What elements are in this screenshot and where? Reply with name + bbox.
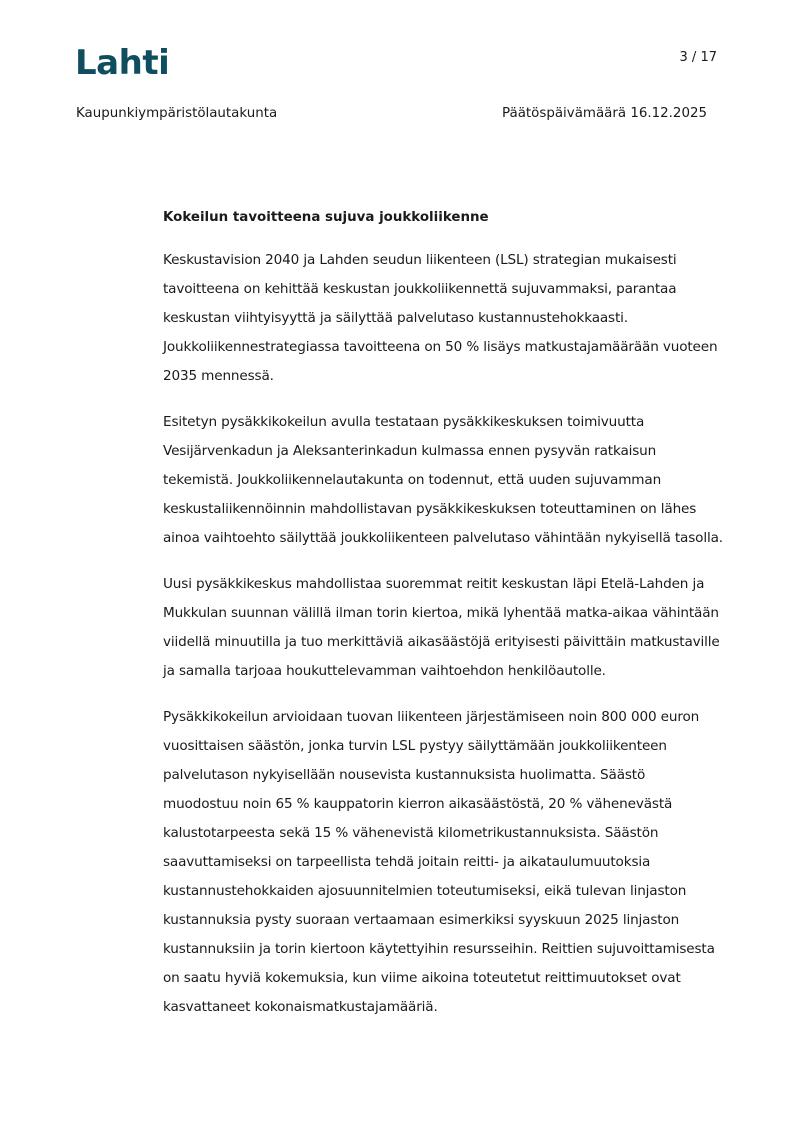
paragraph-3: Uusi pysäkkikeskus mahdollistaa suoremmat reitit keskustan läpi Etelä-Lahden ja Mukkulan suunnan välillä ilman torin kiertoa, mikä lyhentää matka-aikaa vähintään viidellä minuutilla ja tuo merkittäviä aikasäästöjä erityisesti päivittäin matkustaville ja samalla tarjoaa houkuttelevamman vaihtoehdon henkilöautolle. [163, 576, 720, 679]
decision-date: Päätöspäivämäärä 16.12.2025 [502, 106, 707, 121]
page-number: 3 / 17 [679, 50, 717, 65]
lahti-logo [75, 43, 170, 83]
section-title: Kokeilun tavoitteena sujuva joukkoliikenne [163, 210, 489, 225]
document-body [163, 208, 723, 1039]
paragraph-2: Esitetyn pysäkkikokeilun avulla testataan pysäkkikeskuksen toimivuutta Vesijärvenkadun ja Aleksanterinkadun kulmassa ennen pysyvän ratkaisun tekemistä. Joukkoliikennelautakunta on todennut, että uuden sujuvamman keskustaliikennöinnin mahdollistavan pysäkkikeskuksen toteuttaminen on lähes ainoa vaihtoehto säilyttää joukkoliikenteen palvelutaso vähintään nykyisellä tasolla. [163, 414, 723, 546]
committee-name: Kaupunkiympäristölautakunta [76, 106, 278, 121]
logo-text: Lahti [75, 43, 170, 83]
paragraph-1: Keskustavision 2040 ja Lahden seudun liikenteen (LSL) strategian mukaisesti tavoitteena on kehittää keskustan joukkoliikennettä sujuvammaksi, parantaa keskustan viihtyisyyttä ja säilyttää palvelutaso kustannustehokkaasti. Joukkoliikennestrategiassa tavoitteena on 50 % lisäys matkustajamäärään vuoteen 2035 mennessä. [163, 252, 718, 384]
paragraph-4: Pysäkkikokeilun arvioidaan tuovan liikenteen järjestämiseen noin 800 000 euron vuosittaisen säästön, jonka turvin LSL pystyy säilyttämään joukkoliikenteen palvelutason nykyisellään nousevista kustannuksista huolimatta. Säästö muodostuu noin 65 % kauppatorin kierron aikasäästöstä, 20 % vähenevästä kalustotarpeesta sekä 15 % vähenevistä kilometrikustannuksista. Säästön saavuttamiseksi on tarpeellista tehdä joitain reitti- ja aikataulumuutoksia kustannustehokkaiden ajosuunnitelmien toteutumiseksi, eikä tulevan linjaston kustannuksia pysty suoraan vertaamaan esimerkiksi syyskuun 2025 linjaston kustannuksiin ja torin kiertoon käytettyihin resursseihin. Reittien sujuvoittamisesta on saatu hyviä kokemuksia, kun viime aikoina toteutetut reittimuutokset ovat kasvattaneet kokonaismatkustajamääriä. [163, 709, 715, 1015]
